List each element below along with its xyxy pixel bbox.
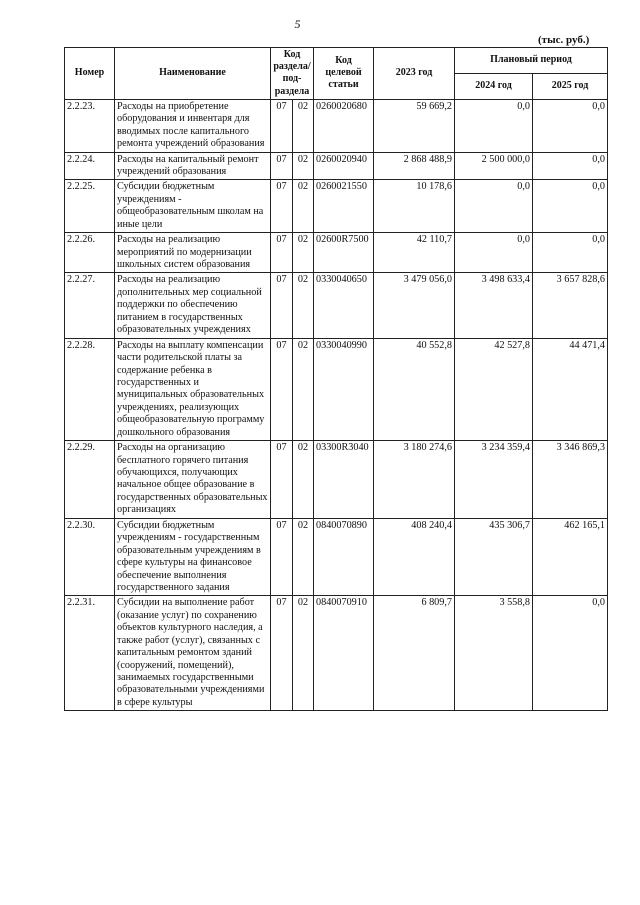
header-year-2023: 2023 год xyxy=(374,48,455,100)
row-number: 2.2.26. xyxy=(65,233,115,273)
row-number: 2.2.24. xyxy=(65,152,115,180)
row-amount-2024: 3 558,8 xyxy=(455,596,533,711)
row-amount-2023: 10 178,6 xyxy=(374,180,455,233)
row-amount-2023: 42 110,7 xyxy=(374,233,455,273)
row-amount-2024: 2 500 000,0 xyxy=(455,152,533,180)
row-name: Расходы на реализацию мероприятий по модернизации школьных систем образования xyxy=(115,233,271,273)
header-planned-period: Плановый период xyxy=(455,48,608,74)
row-amount-2023: 3 479 056,0 xyxy=(374,273,455,338)
header-target-code: Код целевой статьи xyxy=(314,48,374,100)
row-name: Расходы на реализацию дополнительных мер социальной поддержки по обеспечению питанием в государственных образовательных учреждениях xyxy=(115,273,271,338)
row-name: Субсидии бюджетным учреждениям - общеобразовательным школам на иные цели xyxy=(115,180,271,233)
row-name: Субсидии бюджетным учреждениям - государственным образовательным учреждениям в сфере культуры на финансовое обеспечение выполнения государственного задания xyxy=(115,518,271,596)
row-amount-2023: 3 180 274,6 xyxy=(374,441,455,519)
row-target-code: 0330040990 xyxy=(314,338,374,441)
row-subsection-code: 02 xyxy=(293,518,314,596)
row-target-code: 0840070890 xyxy=(314,518,374,596)
table-row xyxy=(65,518,608,596)
row-amount-2025: 0,0 xyxy=(533,152,608,180)
row-amount-2025: 0,0 xyxy=(533,596,608,711)
row-target-code: 02600R7500 xyxy=(314,233,374,273)
row-amount-2023: 2 868 488,9 xyxy=(374,152,455,180)
row-section-code: 07 xyxy=(271,518,293,596)
row-target-code: 03300R3040 xyxy=(314,441,374,519)
row-amount-2025: 0,0 xyxy=(533,180,608,233)
row-amount-2024: 42 527,8 xyxy=(455,338,533,441)
row-amount-2025: 462 165,1 xyxy=(533,518,608,596)
row-number: 2.2.25. xyxy=(65,180,115,233)
table-row xyxy=(65,273,608,338)
row-amount-2025: 3 657 828,6 xyxy=(533,273,608,338)
row-target-code: 0260020680 xyxy=(314,99,374,152)
row-amount-2024: 3 498 633,4 xyxy=(455,273,533,338)
row-amount-2023: 6 809,7 xyxy=(374,596,455,711)
row-target-code: 0260020940 xyxy=(314,152,374,180)
row-target-code: 0260021550 xyxy=(314,180,374,233)
row-subsection-code: 02 xyxy=(293,441,314,519)
row-number: 2.2.31. xyxy=(65,596,115,711)
row-amount-2025: 3 346 869,3 xyxy=(533,441,608,519)
header-section-code: Код раздела/ под- раздела xyxy=(271,48,314,100)
row-subsection-code: 02 xyxy=(293,152,314,180)
row-amount-2024: 435 306,7 xyxy=(455,518,533,596)
row-section-code: 07 xyxy=(271,338,293,441)
table-row xyxy=(65,338,608,441)
row-amount-2024: 0,0 xyxy=(455,99,533,152)
header-year-2025: 2025 год xyxy=(533,73,608,99)
row-target-code: 0840070910 xyxy=(314,596,374,711)
row-subsection-code: 02 xyxy=(293,99,314,152)
row-subsection-code: 02 xyxy=(293,233,314,273)
row-amount-2023: 59 669,2 xyxy=(374,99,455,152)
row-number: 2.2.30. xyxy=(65,518,115,596)
row-name: Расходы на капитальный ремонт учреждений образования xyxy=(115,152,271,180)
row-section-code: 07 xyxy=(271,180,293,233)
row-section-code: 07 xyxy=(271,441,293,519)
row-subsection-code: 02 xyxy=(293,273,314,338)
row-section-code: 07 xyxy=(271,233,293,273)
row-name: Расходы на организацию бесплатного горячего питания обучающихся, получающих начальное общее образование в государственных образовательных организациях xyxy=(115,441,271,519)
row-amount-2024: 0,0 xyxy=(455,233,533,273)
row-name: Расходы на приобретение оборудования и инвентаря для вводимых после капитального ремонта учреждений образования xyxy=(115,99,271,152)
row-amount-2025: 44 471,4 xyxy=(533,338,608,441)
table-row xyxy=(65,233,608,273)
row-subsection-code: 02 xyxy=(293,338,314,441)
budget-table xyxy=(64,47,608,711)
table-row xyxy=(65,99,608,152)
table-row xyxy=(65,596,608,711)
table-row xyxy=(65,441,608,519)
table-row xyxy=(65,180,608,233)
header-year-2024: 2024 год xyxy=(455,73,533,99)
row-number: 2.2.28. xyxy=(65,338,115,441)
row-section-code: 07 xyxy=(271,99,293,152)
row-target-code: 0330040650 xyxy=(314,273,374,338)
row-amount-2023: 408 240,4 xyxy=(374,518,455,596)
page-number: 5 xyxy=(294,17,301,31)
row-amount-2023: 40 552,8 xyxy=(374,338,455,441)
row-name: Расходы на выплату компенсации части родительской платы за содержание ребенка в государственных и муниципальных образовательных учреждениях, реализующих общеобразовательную программу дошкольного образования xyxy=(115,338,271,441)
units-label: (тыс. руб.) xyxy=(538,34,590,46)
row-section-code: 07 xyxy=(271,152,293,180)
row-number: 2.2.27. xyxy=(65,273,115,338)
row-section-code: 07 xyxy=(271,596,293,711)
row-amount-2025: 0,0 xyxy=(533,233,608,273)
row-number: 2.2.29. xyxy=(65,441,115,519)
row-amount-2024: 3 234 359,4 xyxy=(455,441,533,519)
header-number: Номер xyxy=(65,48,115,100)
row-amount-2024: 0,0 xyxy=(455,180,533,233)
header-name: Наименование xyxy=(115,48,271,100)
row-section-code: 07 xyxy=(271,273,293,338)
row-amount-2025: 0,0 xyxy=(533,99,608,152)
row-name: Субсидии на выполнение работ (оказание услуг) по сохранению объектов культурного наследия, а также работ (услуг), связанных с капитальным ремонтом зданий (сооружений, помещений), занимаемых государственными образовательными учреждениями в сфере культуры xyxy=(115,596,271,711)
row-number: 2.2.23. xyxy=(65,99,115,152)
table-row xyxy=(65,152,608,180)
row-subsection-code: 02 xyxy=(293,180,314,233)
row-subsection-code: 02 xyxy=(293,596,314,711)
